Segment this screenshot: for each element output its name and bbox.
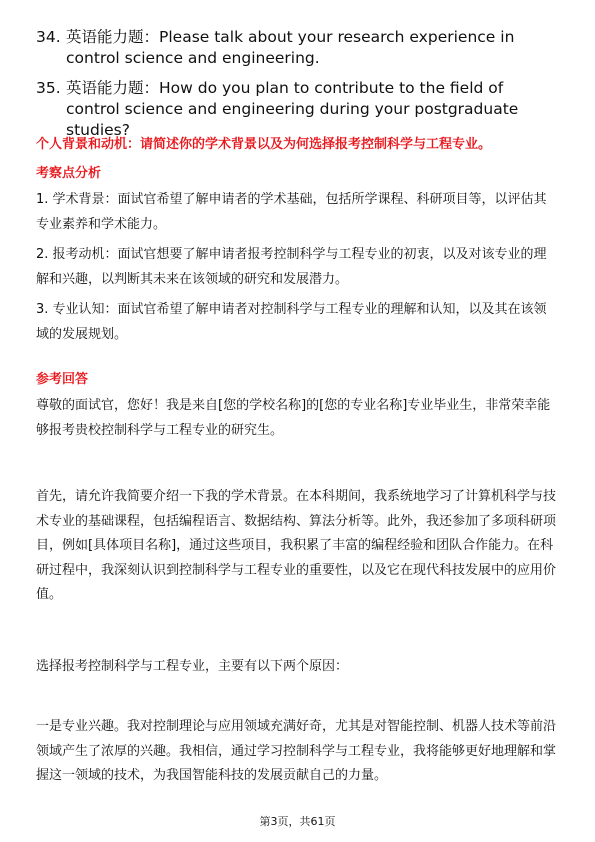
- analysis-item: 2. 报考动机：面试官想要了解申请者报考控制科学与工程专业的初衷，以及对该专业的理解和兴趣，以判断其未来在该领域的研究和发展潜力。: [36, 247, 547, 287]
- answer-paragraph: 首先，请允许我简要介绍一下我的学术背景。在本科期间，我系统地学习了计算机科学与技术专业的基础课程，包括编程语言、数据结构、算法分析等。此外，我还参加了多项科研项目，例如[具体项目名称]，通过这些项目，我积累了丰富的编程经验和团队合作能力。在科研过程中，我深刻认识到控制科学与工程专业的重要性，以及它在现代科技发展中的应用价值。: [36, 489, 557, 602]
- question-number: 34.: [36, 28, 61, 46]
- answer-paragraph: 一是专业兴趣。我对控制理论与应用领域充满好奇，尤其是对智能控制、机器人技术等前沿领域产生了浓厚的兴趣。我相信，通过学习控制科学与工程专业，我将能够更好地理解和掌握这一领域的技术，为我国智能科技的发展贡献自己的力量。: [36, 719, 557, 783]
- question-34: [36, 27, 556, 69]
- question-text: 英语能力题：How do you plan to contribute to the field of control science and engineering during your postgraduate studies?: [66, 79, 519, 139]
- answer-paragraph: 尊敬的面试官，您好！我是来自[您的学校名称]的[您的专业名称]专业毕业生，非常荣幸能够报考贵校控制科学与工程专业的研究生。: [36, 398, 551, 438]
- section-heading: 个人背景和动机：请简述你的学术背景以及为何选择报考控制科学与工程专业。: [36, 137, 492, 152]
- analysis-item: 3. 专业认知：面试官希望了解申请者对控制科学与工程专业的理解和认知，以及其在该领域的发展规划。: [36, 302, 547, 342]
- answer-paragraph: 选择报考控制科学与工程专业，主要有以下两个原因：: [36, 659, 349, 674]
- question-35: [36, 78, 556, 141]
- analysis-list: [36, 188, 558, 347]
- analysis-item: 1. 学术背景：面试官希望了解申请者的学术基础，包括所学课程、科研项目等，以评估其专业素养和学术能力。: [36, 192, 547, 232]
- question-text: 英语能力题：Please talk about your research experience in control science and engineering.: [66, 28, 515, 67]
- question-number: 35.: [36, 79, 61, 97]
- analysis-heading: 考察点分析: [36, 166, 102, 181]
- page-footer: 第3页，共61页: [259, 815, 336, 828]
- answer-heading: 参考回答: [36, 372, 89, 387]
